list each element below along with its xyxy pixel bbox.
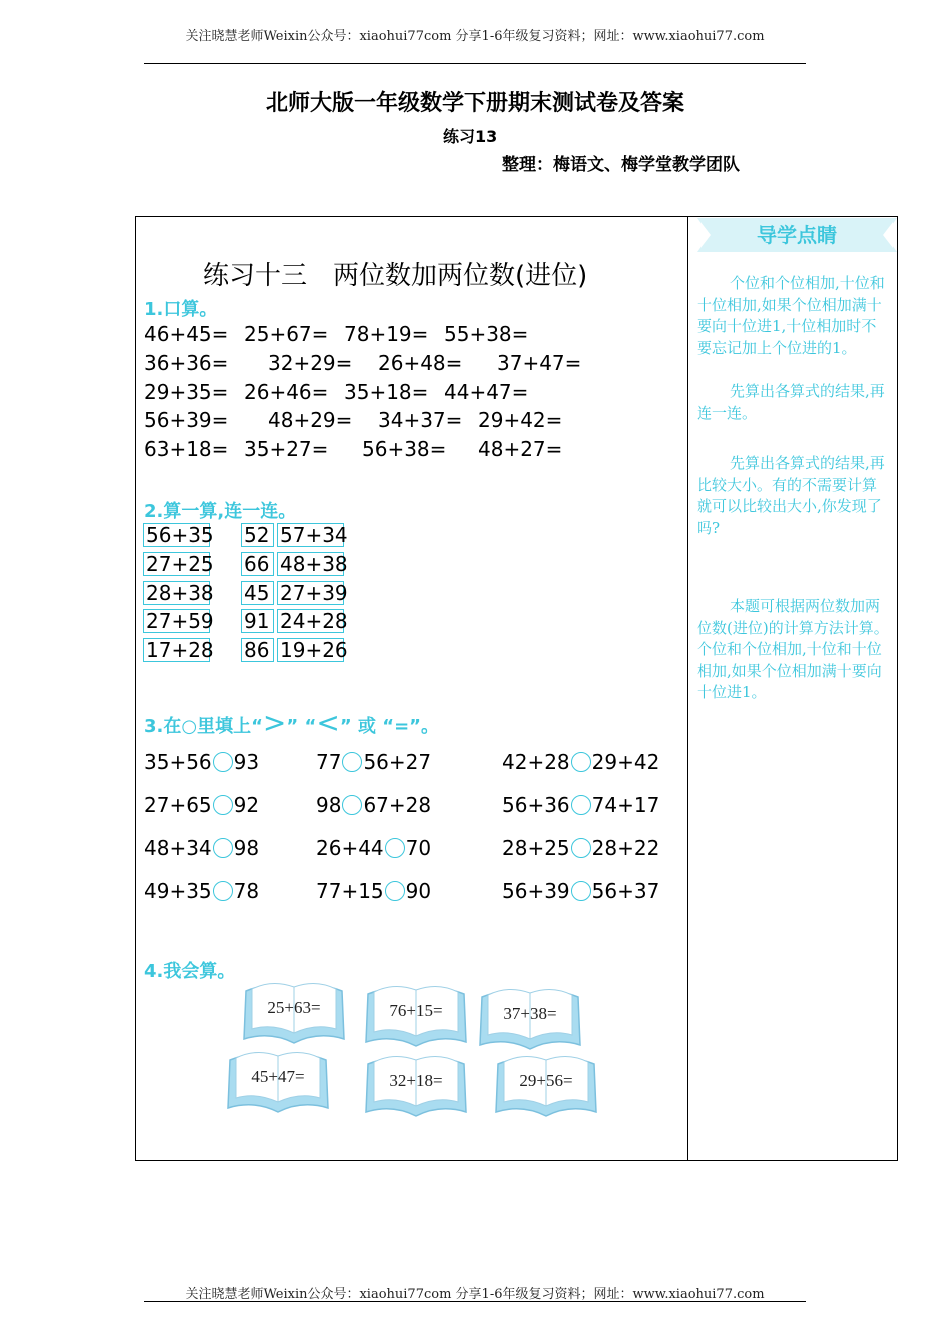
match-left-box: 56+35 bbox=[143, 523, 210, 547]
doc-subtitle: 练习13 bbox=[443, 127, 498, 146]
compare-circle[interactable] bbox=[342, 795, 362, 815]
less-than-sign: < bbox=[316, 706, 340, 739]
compare-circle[interactable] bbox=[213, 881, 233, 901]
doc-organizer: 整理：梅语文、梅学堂教学团队 bbox=[502, 155, 740, 175]
equals-sign: “=” bbox=[382, 716, 421, 737]
compare-right: 70 bbox=[405, 836, 432, 860]
guide-title: 导学点睛 bbox=[757, 223, 837, 247]
match-right-box: 24+28 bbox=[277, 609, 344, 633]
greater-than-sign: > bbox=[262, 706, 287, 739]
section3-label bbox=[144, 706, 439, 739]
compare-circle[interactable] bbox=[571, 752, 591, 772]
oral-item: 37+47= bbox=[497, 350, 582, 375]
compare-circle[interactable] bbox=[385, 838, 405, 858]
book-expression: 45+47= bbox=[251, 1067, 305, 1086]
compare-item bbox=[316, 879, 431, 903]
match-middle-box: 91 bbox=[241, 609, 274, 633]
compare-left: 28+25 bbox=[502, 836, 570, 860]
oral-item: 26+46= bbox=[244, 379, 329, 404]
section1-label: 1.口算。 bbox=[144, 299, 218, 320]
oral-item: 55+38= bbox=[444, 322, 529, 346]
compare-right: 29+42 bbox=[591, 750, 660, 774]
compare-right: 74+17 bbox=[591, 793, 660, 817]
header-watermark: 关注晓慧老师Weixin公众号：xiaohui77com 分享1-6年级复习资料；网址：www.xiaohui77.com bbox=[185, 29, 765, 44]
compare-item bbox=[316, 750, 431, 774]
book-icon bbox=[224, 1046, 332, 1118]
oral-item: 34+37= bbox=[378, 408, 463, 433]
oral-item: 25+67= bbox=[244, 322, 329, 346]
match-middle-box: 45 bbox=[241, 581, 274, 605]
compare-item bbox=[502, 879, 659, 903]
oral-item: 44+47= bbox=[444, 379, 529, 404]
book-icon bbox=[240, 977, 348, 1049]
oral-item: 48+27= bbox=[478, 437, 563, 462]
compare-right: 78 bbox=[233, 879, 260, 903]
oral-item: 26+48= bbox=[378, 350, 463, 375]
footer-watermark: 关注晓慧老师Weixin公众号：xiaohui77com 分享1-6年级复习资料；网址：www.xiaohui77.com bbox=[185, 1287, 765, 1302]
footer-rule bbox=[144, 1301, 806, 1302]
compare-circle[interactable] bbox=[385, 881, 405, 901]
match-left-box: 27+25 bbox=[143, 552, 210, 576]
oral-item: 63+18= bbox=[144, 437, 229, 462]
compare-circle[interactable] bbox=[213, 795, 233, 815]
match-left-box: 17+28 bbox=[143, 638, 210, 662]
section4-label: 4.我会算。 bbox=[144, 961, 236, 982]
match-right-box: 19+26 bbox=[277, 638, 344, 662]
column-divider bbox=[687, 216, 688, 1161]
compare-left: 77 bbox=[316, 750, 342, 774]
oral-item: 48+29= bbox=[268, 408, 353, 433]
compare-circle[interactable] bbox=[342, 752, 362, 772]
quote-close: ” bbox=[286, 716, 299, 737]
compare-left: 56+36 bbox=[502, 793, 570, 817]
compare-left: 27+65 bbox=[144, 793, 212, 817]
compare-right: 92 bbox=[233, 793, 260, 817]
compare-circle[interactable] bbox=[571, 881, 591, 901]
section3-label-text: 3.在○里填上 bbox=[144, 716, 252, 737]
section3-end: 。 bbox=[420, 716, 439, 737]
compare-left: 42+28 bbox=[502, 750, 570, 774]
compare-right: 56+37 bbox=[591, 879, 660, 903]
compare-item bbox=[144, 793, 259, 817]
compare-left: 49+35 bbox=[144, 879, 212, 903]
match-right-box: 27+39 bbox=[277, 581, 344, 605]
match-middle-box: 52 bbox=[241, 523, 274, 547]
compare-circle[interactable] bbox=[213, 838, 233, 858]
book-expression: 32+18= bbox=[389, 1071, 443, 1090]
compare-right: 56+27 bbox=[363, 750, 432, 774]
book-expression: 37+38= bbox=[503, 1004, 557, 1023]
book-expression: 25+63= bbox=[267, 998, 321, 1017]
book-icon bbox=[362, 980, 470, 1052]
oral-item: 56+38= bbox=[362, 437, 447, 462]
match-left-box: 28+38 bbox=[143, 581, 210, 605]
match-right-box: 48+38 bbox=[277, 552, 344, 576]
compare-left: 26+44 bbox=[316, 836, 384, 860]
match-middle-box: 86 bbox=[241, 638, 274, 662]
compare-item bbox=[502, 750, 659, 774]
tip-1: 个位和个位相加,十位和十位相加,如果个位相加满十要向十位进1,十位相加时不要忘记加上个位进的1。 bbox=[697, 274, 885, 357]
compare-item bbox=[502, 836, 659, 860]
compare-circle[interactable] bbox=[571, 838, 591, 858]
compare-circle[interactable] bbox=[571, 795, 591, 815]
match-middle-box: 66 bbox=[241, 552, 274, 576]
header-rule bbox=[144, 63, 806, 64]
doc-title: 北师大版一年级数学下册期末测试卷及答案 bbox=[265, 91, 684, 116]
compare-left: 35+56 bbox=[144, 750, 212, 774]
compare-item bbox=[144, 836, 259, 860]
compare-left: 77+15 bbox=[316, 879, 384, 903]
compare-right: 90 bbox=[405, 879, 432, 903]
oral-item: 46+45= bbox=[144, 322, 229, 346]
quote-open-2: “ bbox=[304, 716, 317, 737]
compare-right: 28+22 bbox=[591, 836, 660, 860]
oral-item: 36+36= bbox=[144, 350, 229, 375]
tip-4: 本题可根据两位数加两位数(进位)的计算方法计算。个位和个位相加,十位和十位相加,如果个位相加满十要向十位进1。 bbox=[697, 597, 889, 701]
tip-3: 先算出各算式的结果,再比较大小。有的不需要计算就可以比较出大小,你发现了吗? bbox=[697, 454, 885, 537]
oral-item: 35+27= bbox=[244, 437, 329, 462]
compare-item bbox=[144, 750, 259, 774]
book-expression: 76+15= bbox=[389, 1001, 443, 1020]
or-word: 或 bbox=[357, 716, 376, 737]
book-icon bbox=[362, 1050, 470, 1122]
compare-circle[interactable] bbox=[213, 752, 233, 772]
oral-item: 29+35= bbox=[144, 379, 229, 404]
oral-item: 78+19= bbox=[344, 322, 429, 346]
compare-item bbox=[502, 793, 659, 817]
section2-label: 2.算一算,连一连。 bbox=[144, 501, 297, 522]
oral-item: 56+39= bbox=[144, 408, 229, 433]
compare-left: 98 bbox=[316, 793, 342, 817]
oral-item: 35+18= bbox=[344, 379, 429, 404]
compare-right: 93 bbox=[233, 750, 260, 774]
oral-item: 32+29= bbox=[268, 350, 353, 375]
compare-item bbox=[144, 879, 259, 903]
tip-2: 先算出各算式的结果,再连一连。 bbox=[697, 382, 885, 422]
compare-item bbox=[316, 836, 431, 860]
oral-item: 29+42= bbox=[478, 408, 563, 433]
quote-open: “ bbox=[251, 716, 263, 737]
book-expression: 29+56= bbox=[519, 1071, 573, 1090]
compare-item bbox=[316, 793, 431, 817]
compare-right: 98 bbox=[233, 836, 260, 860]
book-icon bbox=[476, 983, 584, 1055]
compare-left: 56+39 bbox=[502, 879, 570, 903]
guide-banner bbox=[697, 218, 897, 252]
book-icon bbox=[492, 1050, 600, 1122]
practice-title: 练习十三 两位数加两位数(进位) bbox=[203, 261, 588, 291]
match-left-box: 27+59 bbox=[143, 609, 210, 633]
compare-left: 48+34 bbox=[144, 836, 212, 860]
quote-close-2: ” bbox=[339, 716, 352, 737]
match-right-box: 57+34 bbox=[277, 523, 344, 547]
compare-right: 67+28 bbox=[363, 793, 432, 817]
